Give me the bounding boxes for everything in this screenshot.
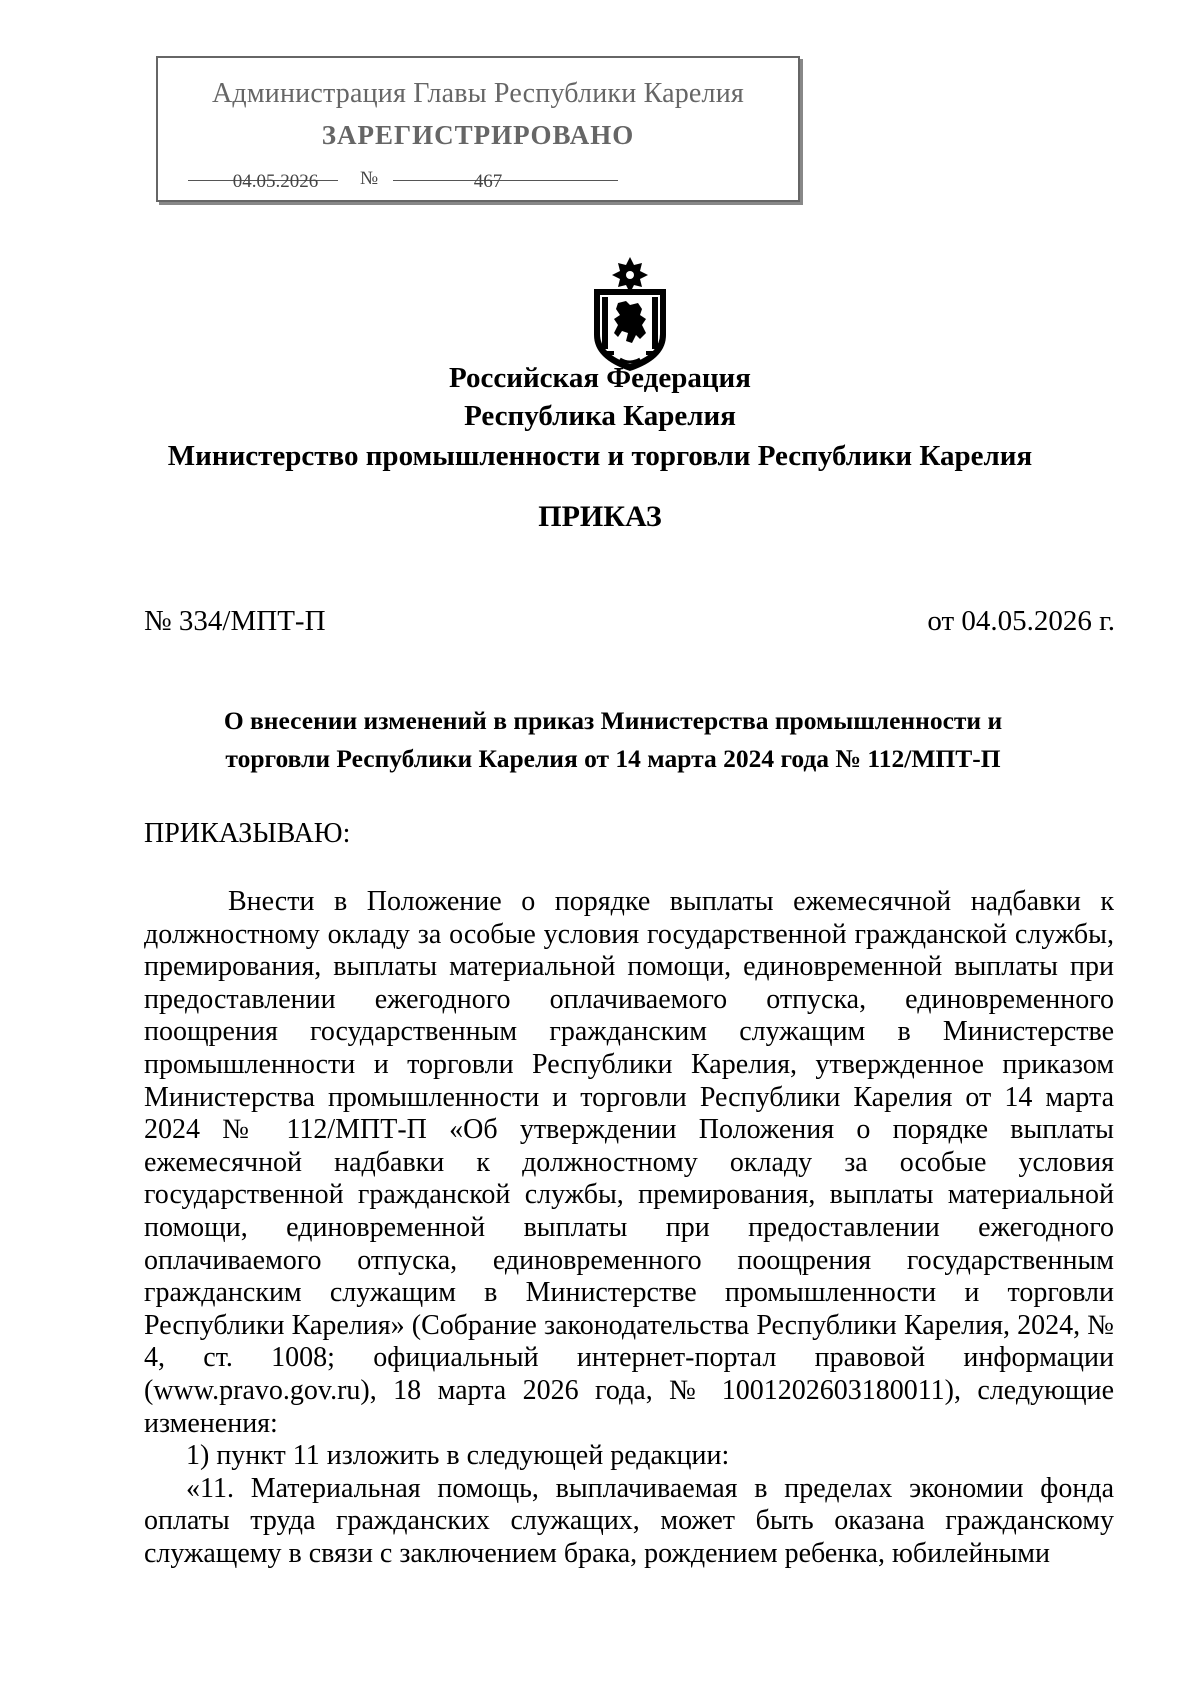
order-date: от 04.05.2026 г. — [927, 605, 1115, 637]
stamp-number-sign: № — [360, 168, 379, 189]
stamp-organization: Администрация Главы Республики Карелия — [212, 78, 744, 109]
body-quote-paragraph: «11. Материальная помощь, выплачиваемая в пределах экономии фонда оплаты труда гражданских служащих, может быть оказана гражданскому служащему в связи с заключением брака, рождением ребенка, юбилейными — [144, 1472, 1114, 1569]
body-item-1: 1) пункт 11 изложить в следующей редакции: — [186, 1440, 730, 1472]
document-type: ПРИКАЗ — [538, 500, 662, 533]
order-subject — [150, 702, 1076, 778]
country-heading: Российская Федерация — [449, 362, 751, 394]
subject-line-2: торговли Республики Карелия от 14 марта 2024 года № 112/МПТ-П — [225, 744, 1001, 773]
order-body — [144, 886, 1114, 1570]
stamp-status: ЗАРЕГИСТРИРОВАНО — [321, 120, 635, 150]
ministry-heading: Министерство промышленности и торговли Республики Карелия — [167, 440, 1033, 472]
order-number: № 334/МПТ-П — [144, 605, 326, 637]
region-heading: Республика Карелия — [464, 400, 736, 432]
command-word: ПРИКАЗЫВАЮ: — [144, 818, 351, 849]
stamp-date: 04.05.2026 — [232, 171, 319, 192]
subject-line-1: О внесении изменений в приказ Министерства промышленности и — [223, 706, 1003, 735]
stamp-number: 467 — [473, 171, 503, 192]
body-intro-paragraph: Внести в Положение о порядке выплаты ежемесячной надбавки к должностному окладу за особые условия государственной гражданской службы, премирования, выплаты материальной помощи, единовременной выплаты при предоставлении ежегодного оплачиваемого отпуска, единовременного поощрения государственным гражданским служащим в Министерстве промышленности и торговли Республики Карелия, утвержденное приказом Министерства промышленности и торговли Республики Карелия от 14 марта 2024 № 112/МПТ-П «Об утверждении Положения о порядке выплаты ежемесячной надбавки к должностному окладу за особые условия государственной гражданской службы, премирования, выплаты материальной помощи, единовременной выплаты при предоставлении ежегодного оплачиваемого отпуска, единовременного поощрения государственным гражданским служащим в Министерстве промышленности и торговли Республики Карелия» (Собрание законодательства Республики Карелия, 2024, № 4, ст. 1008; официальный интернет-портал правовой информации (www.pravo.gov.ru), 18 марта 2026 года, № 1001202603180011), следующие изменения: — [144, 886, 1114, 1439]
coat-of-arms-icon — [580, 255, 680, 375]
registration-stamp — [156, 56, 800, 202]
